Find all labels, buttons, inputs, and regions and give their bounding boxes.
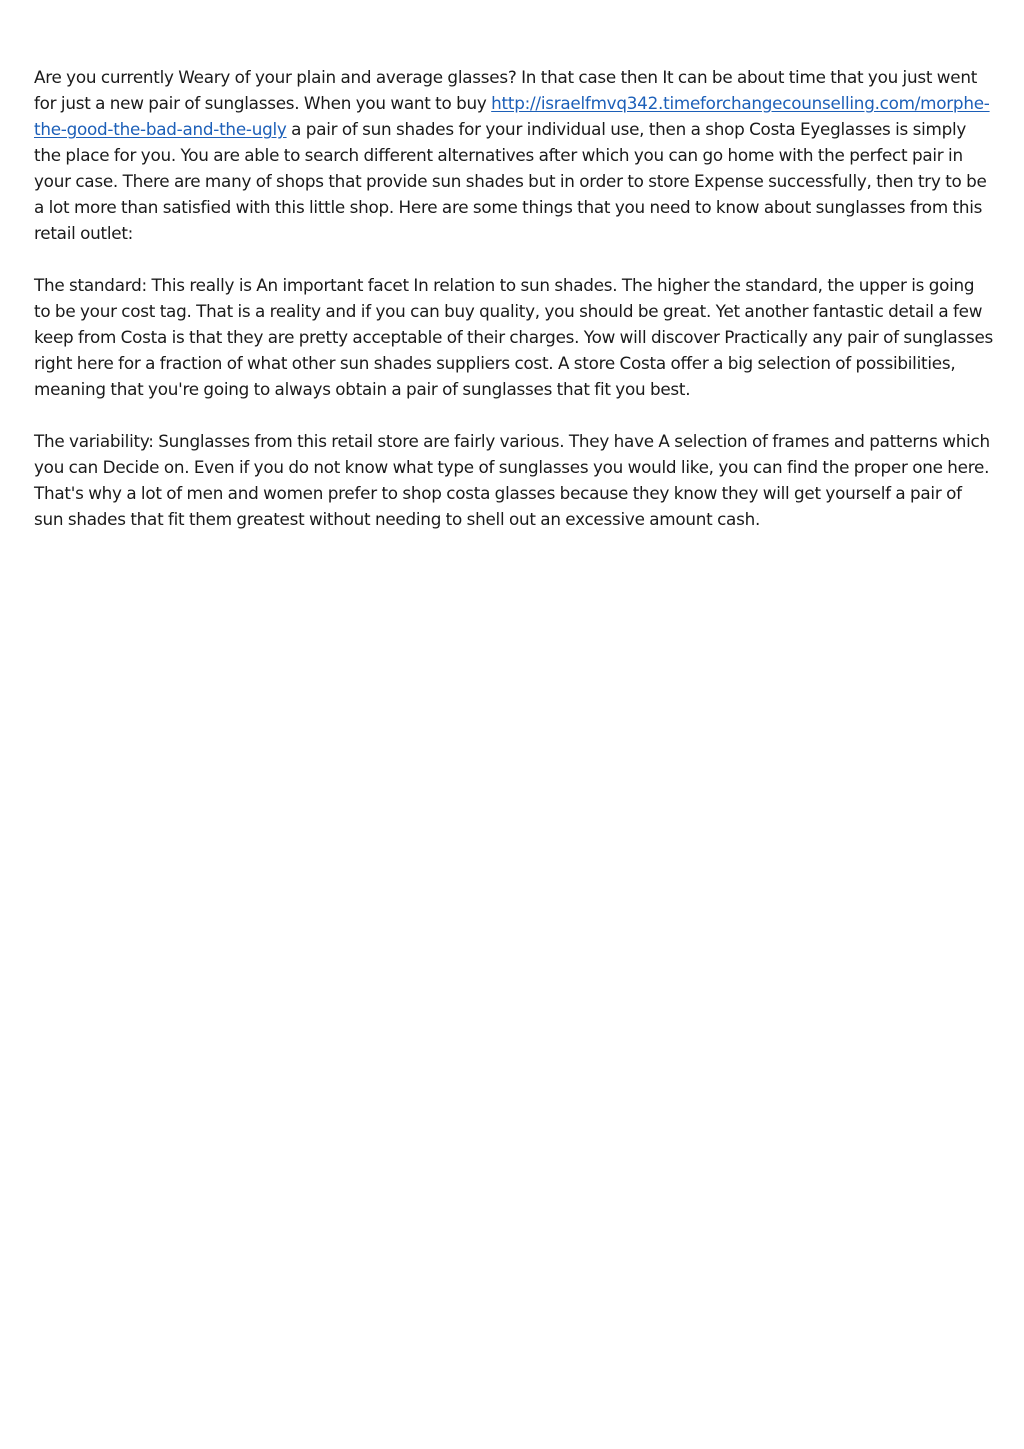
paragraph-intro <box>34 64 994 246</box>
paragraph-variability: The variability: Sunglasses from this retail store are fairly various. They have A selection of frames and patterns which you can Decide on. Even if you do not know what type of sunglasses you would like, you can find the proper one here. That's why a lot of men and women prefer to shop costa glasses because they know they will get yourself a pair of sun shades that fit them greatest without needing to shell out an excessive amount cash. <box>34 431 990 529</box>
document-body <box>34 64 994 558</box>
paragraph-standard: The standard: This really is An important facet In relation to sun shades. The higher the standard, the upper is going to be your cost tag. That is a reality and if you can buy quality, you should be great. Yet another fantastic detail a few keep from Costa is that they are pretty acceptable of their charges. Yow will discover Practically any pair of sunglasses right here for a fraction of what other sun shades suppliers cost. A store Costa offer a big selection of possibilities, meaning that you're going to always obtain a pair of sunglasses that fit you best. <box>34 275 994 399</box>
intro-text-after-link: a pair of sun shades for your individual use, then a shop Costa Eyeglasses is simply the place for you. You are able to search different alternatives after which you can go home with the perfect pair in your case. There are many of shops that provide sun shades but in order to store Expense successfully, then try to be a lot more than satisfied with this little shop. Here are some things that you need to know about sunglasses from this retail outlet: <box>34 119 987 243</box>
article-link[interactable]: http://israelfmvq342.timeforchangecounselling.com/morphe-the-good-the-bad-and-the-ugly <box>34 93 990 139</box>
intro-text-before-link: Are you currently Weary of your plain and average glasses? In that case then It can be about time that you just went for just a new pair of sunglasses. When you want to buy <box>34 67 978 113</box>
